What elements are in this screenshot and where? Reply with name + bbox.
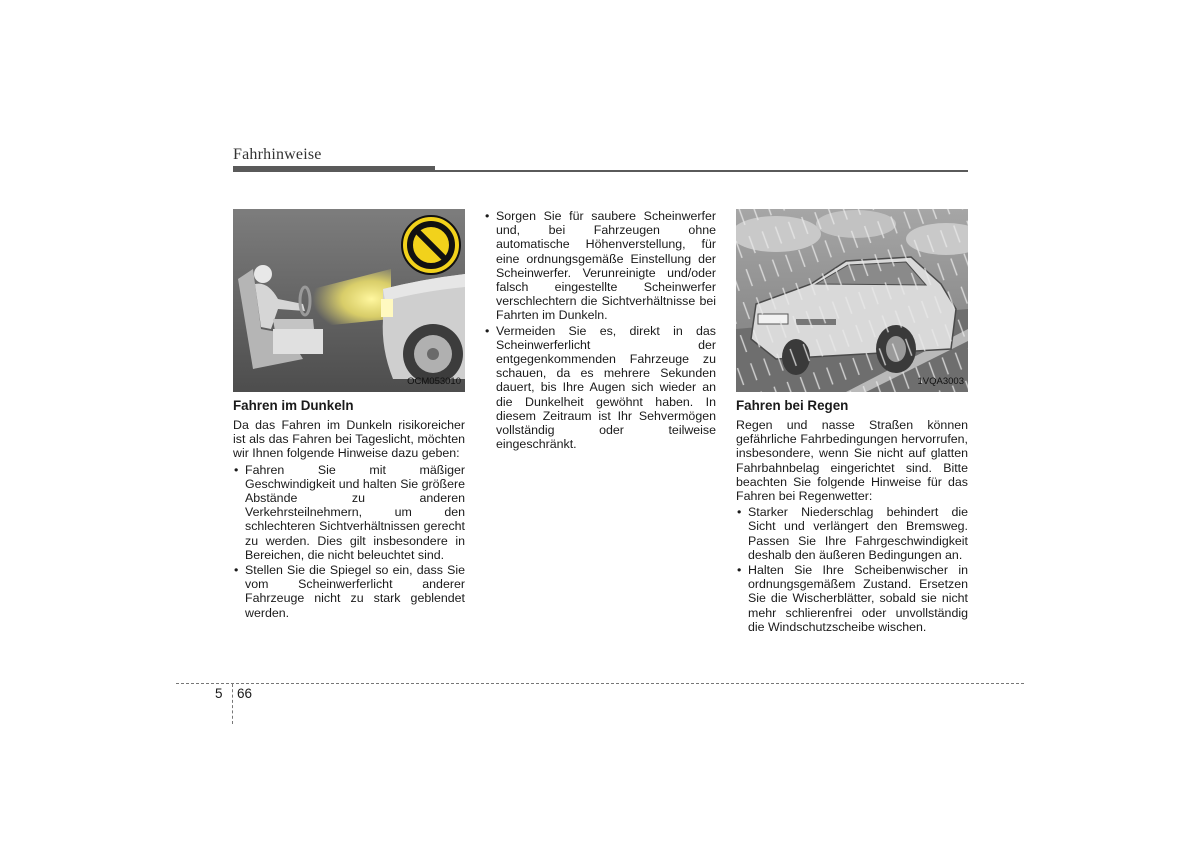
list-item: • Fahren Sie mit mäßiger Geschwindigkeit und halten Sie größere Abstände zu anderen Verkehrsteilnehmern, um den schlechteren Sichtverhältnissen gerecht zu werden. Dies gilt insbesondere in Bereichen, die nicht beleuchtet sind. xyxy=(233,463,465,562)
footer-rule xyxy=(176,683,1024,684)
bullet-list xyxy=(484,209,716,451)
page-number: 66 xyxy=(237,686,253,701)
chapter-number: 5 xyxy=(215,686,223,701)
bullet-list xyxy=(736,505,968,634)
left-column xyxy=(233,209,465,621)
intro-text: Da das Fahren im Dunkeln risikoreicher ist als das Fahren bei Tageslicht, möchten wir Ihnen folgende Hinweise dazu geben: xyxy=(233,418,465,461)
list-item: • Vermeiden Sie es, direkt in das Scheinwerferlicht der entgegenkommenden Fahrzeuge zu schauen, da es mehrere Sekunden dauert, bis Ihre Augen sich wieder an die Dunkelheit gewöhnt haben. In diesem Zeitraum ist Ihr Sehvermögen vollständig oder teilweise eingeschränkt. xyxy=(484,324,716,452)
header-rule xyxy=(435,170,968,172)
heading-night-driving: Fahren im Dunkeln xyxy=(233,398,354,413)
list-item: • Sorgen Sie für saubere Scheinwerfer und, bei Fahrzeugen ohne automatische Höhenverstellung, für eine ordnungsgemäße Einstellung der Scheinwerfer. Verunreinigte und/oder falsch eingestellte Scheinwerfer verschlechtern die Sichtverhältnisse bei Fahrten im Dunkeln. xyxy=(484,209,716,323)
rain-driving-illustration xyxy=(736,209,968,392)
list-item: • Starker Niederschlag behindert die Sicht und verlängert den Bremsweg. Passen Sie Ihre Fahrgeschwindigkeit deshalb den äußeren Bedingungen an. xyxy=(736,505,968,562)
section-title: Fahrhinweise xyxy=(233,146,322,163)
heading-rain-driving: Fahren bei Regen xyxy=(736,398,849,413)
figure-code: 1VQA3003 xyxy=(917,375,964,387)
intro-text: Regen und nasse Straßen können gefährliche Fahrbedingungen hervorrufen, insbesondere, wenn Sie nicht auf glatten Fahrbahnbelag eingerichtet sind. Bitte beachten Sie folgende Hinweise für das Fahren bei Regenwetter: xyxy=(736,418,968,504)
prohibition-sign-icon xyxy=(399,213,463,277)
figure-code: OCM053010 xyxy=(407,375,461,387)
right-column xyxy=(736,209,968,635)
list-item: • Halten Sie Ihre Scheibenwischer in ordnungsgemäßem Zustand. Ersetzen Sie die Wischerblätter, sobald sie nicht mehr schlierenfrei oder unvollständig die Windschutzscheibe wischen. xyxy=(736,563,968,634)
list-item: • Stellen Sie die Spiegel so ein, dass Sie vom Scheinwerferlicht anderer Fahrzeuge nicht zu stark geblendet werden. xyxy=(233,563,465,620)
footer-divider xyxy=(232,684,233,724)
night-driving-illustration xyxy=(233,209,465,392)
bullet-list xyxy=(233,463,465,620)
middle-column xyxy=(484,209,716,452)
header-bar xyxy=(233,166,435,172)
